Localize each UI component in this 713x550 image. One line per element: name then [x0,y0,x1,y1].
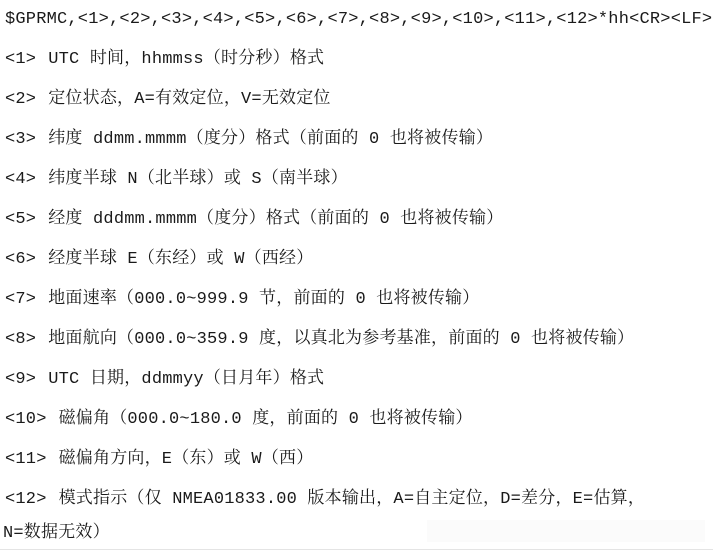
field-tag: <9> [5,370,37,389]
field-tag: <4> [5,170,37,189]
field-desc: UTC 时间，hhmmss（时分秒）格式 [48,50,325,69]
field-desc: 纬度 ddmm.mmmm（度分）格式（前面的 0 也将被传输） [48,130,494,149]
field-desc: UTC 日期，ddmmyy（日月年）格式 [48,370,325,389]
field-row [5,400,713,440]
field-desc: 经度 dddmm.mmmm（度分）格式（前面的 0 也将被传输） [48,210,504,229]
field-tag: <8> [5,330,37,349]
field-row [5,480,713,520]
field-desc: 模式指示（仅 NMEA01833.00 版本输出，A=自主定位，D=差分，E=估算， [58,490,646,509]
field-desc: 磁偏角方向，E（东）或 W（西） [58,450,314,469]
field-tag: <7> [5,290,37,309]
field-tag: <3> [5,130,37,149]
field-row [5,120,713,160]
field-desc: 纬度半球 N（北半球）或 S（南半球） [48,170,348,189]
field-tag: <6> [5,250,37,269]
field-desc: 磁偏角（000.0~180.0 度，前面的 0 也将被传输） [58,410,473,429]
field-row [5,160,713,200]
field-row [5,360,713,400]
field-desc: 地面航向（000.0~359.9 度，以真北为参考基准，前面的 0 也将被传输） [48,330,635,349]
faint-highlight-strip [427,520,705,542]
field-row [5,40,713,80]
field-desc: 经度半球 E（东经）或 W（西经） [48,250,314,269]
nmea-sentence-format-line: $GPRMC,<1>,<2>,<3>,<4>,<5>,<6>,<7>,<8>,<9>,<10>,<11>,<12>*hh<CR><LF> [5,10,713,29]
field-row [5,320,713,360]
field-tag: <1> [5,50,37,69]
field-tag: <10> [5,410,47,429]
field-row [5,440,713,480]
field-row [5,80,713,120]
field-tag: <11> [5,450,47,469]
field-desc: 地面速率（000.0~999.9 节，前面的 0 也将被传输） [48,290,480,309]
field-desc-continuation: N=数据无效） [3,524,110,543]
field-desc: 定位状态，A=有效定位，V=无效定位 [48,90,331,109]
field-row [5,200,713,240]
field-tag: <5> [5,210,37,229]
field-row [5,240,713,280]
field-tag: <12> [5,490,47,509]
field-tag: <2> [5,90,37,109]
field-row [5,280,713,320]
